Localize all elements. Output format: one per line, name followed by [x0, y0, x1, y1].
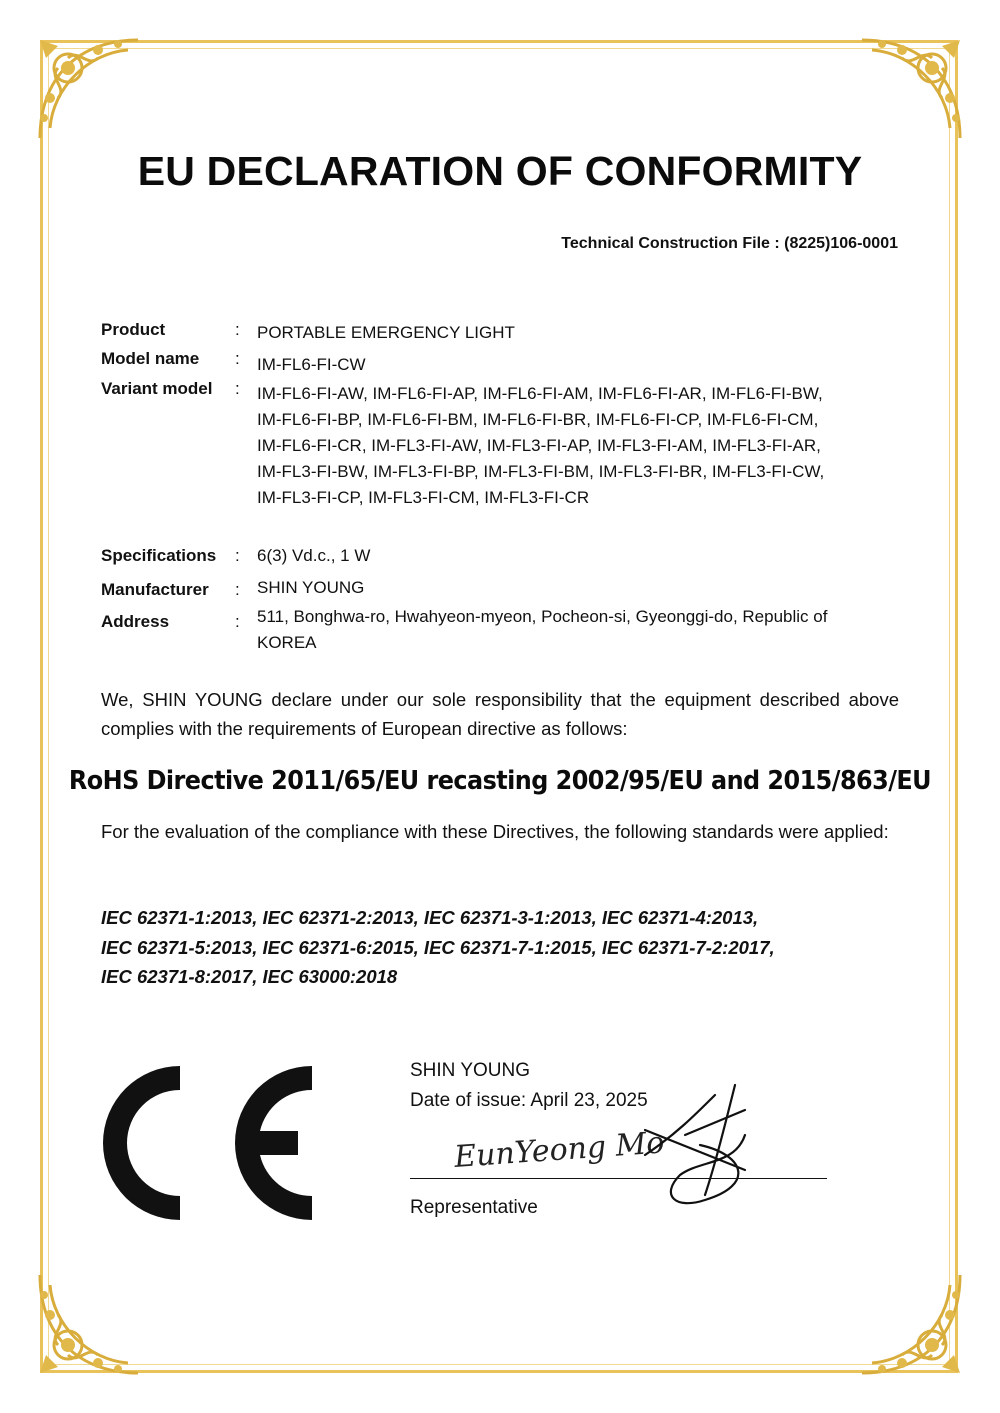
field-label: Variant model: [101, 379, 213, 398]
declaration-paragraph: We, SHIN YOUNG declare under our sole responsibility that the equipment described above complies with the requirements of European directive as follows:: [101, 689, 899, 739]
field-colon: :: [235, 349, 240, 368]
field-colon: :: [235, 612, 240, 631]
evaluation-paragraph: For the evaluation of the compliance with these Directives, the following standards were applied:: [101, 821, 889, 842]
field-value: PORTABLE EMERGENCY LIGHT: [257, 323, 515, 342]
standards-list: [101, 903, 921, 992]
variant-line: IM-FL6-FI-AW, IM-FL6-FI-AP, IM-FL6-FI-AM, IM-FL6-FI-AR, IM-FL6-FI-BW,: [257, 384, 823, 403]
page-title: EU DECLARATION OF CONFORMITY: [137, 148, 863, 194]
svg-text:EunYeong Mo: EunYeong Mo: [453, 1125, 666, 1175]
handwritten-signature-icon: [445, 1075, 765, 1215]
signatory-company: SHIN YOUNG: [410, 1060, 531, 1081]
technical-file-reference: Technical Construction File : (8225)106-0001: [561, 235, 898, 252]
field-label: Address: [101, 612, 170, 631]
field-label: Specifications: [101, 546, 217, 565]
field-colon: :: [235, 320, 240, 339]
field-value: 6(3) Vd.c., 1 W: [257, 546, 371, 565]
date-of-issue: Date of issue: April 23, 2025: [410, 1090, 648, 1111]
variant-line: IM-FL6-FI-CR, IM-FL3-FI-AW, IM-FL3-FI-AP, IM-FL3-FI-AM, IM-FL3-FI-AR,: [257, 436, 821, 455]
field-value: SHIN YOUNG: [257, 578, 365, 597]
standards-line: IEC 62371-1:2013, IEC 62371-2:2013, IEC 62371-3-1:2013, IEC 62371-4:2013,: [101, 907, 759, 928]
field-label: Product: [101, 320, 166, 339]
field-label: Manufacturer: [101, 580, 209, 599]
directive-heading: RoHS Directive 2011/65/EU recasting 2002/95/EU and 2015/863/EU: [68, 766, 932, 796]
field-value: [257, 604, 897, 656]
variant-line: IM-FL3-FI-CP, IM-FL3-FI-CM, IM-FL3-FI-CR: [257, 488, 590, 507]
field-value: IM-FL6-FI-CW: [257, 355, 366, 374]
standards-line: IEC 62371-5:2013, IEC 62371-6:2015, IEC 62371-7-1:2015, IEC 62371-7-2:2017,: [101, 936, 775, 958]
corner-ornament-icon: [28, 28, 148, 148]
ce-mark-icon: [98, 1062, 320, 1224]
field-value: [257, 381, 897, 511]
variant-line: IM-FL3-FI-BW, IM-FL3-FI-BP, IM-FL3-FI-BM, IM-FL3-FI-BR, IM-FL3-FI-CW,: [257, 462, 825, 481]
field-colon: :: [235, 379, 240, 398]
variant-line: IM-FL6-FI-BP, IM-FL6-FI-BM, IM-FL6-FI-BR, IM-FL6-FI-CP, IM-FL6-FI-CM,: [257, 410, 819, 429]
signature-line: [410, 1178, 827, 1179]
address-line: KOREA: [257, 633, 317, 652]
corner-ornament-icon: [852, 28, 972, 148]
corner-ornament-icon: [852, 1265, 972, 1385]
field-colon: :: [235, 580, 240, 599]
field-label: Model name: [101, 349, 200, 368]
address-line: 511, Bonghwa-ro, Hwahyeon-myeon, Pocheon-si, Gyeonggi-do, Republic of: [257, 607, 828, 626]
standards-line: IEC 62371-8:2017, IEC 63000:2018: [101, 966, 398, 987]
signatory-role: Representative: [410, 1197, 538, 1218]
corner-ornament-icon: [28, 1265, 148, 1385]
field-colon: :: [235, 546, 240, 565]
